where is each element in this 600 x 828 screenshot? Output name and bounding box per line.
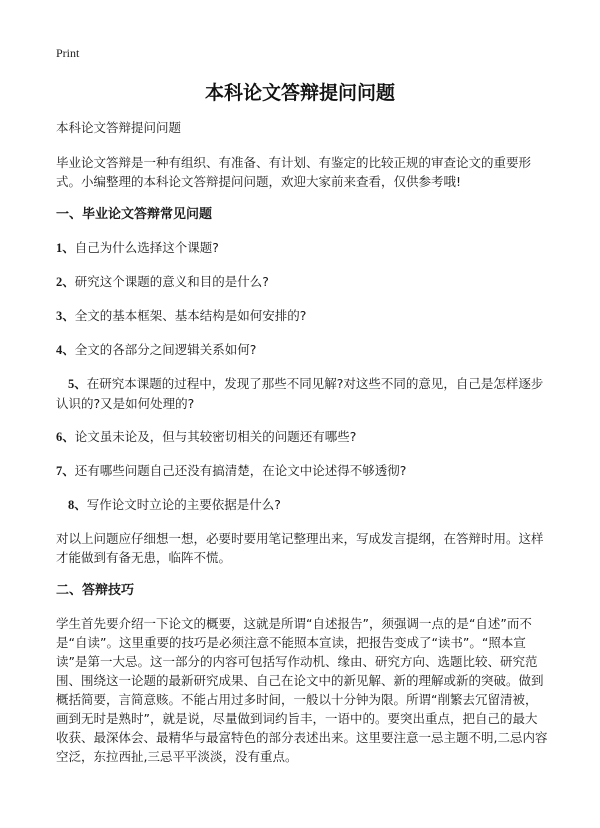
question-number: 7、 [56,464,75,478]
intro-paragraph: 毕业论文答辩是一种有组织、有准备、有计划、有鉴定的比较正规的审查论文的重要形式。小编整理的本科论文答辩提问问题，欢迎大家前来查看，仅供参考哦! [56,155,532,189]
question-number: 2、 [56,275,75,289]
question-text: 写作论文时立论的主要依据是什么? [86,497,281,512]
question-number: 8、 [68,498,87,512]
question-item [56,461,548,481]
question-number: 6、 [56,430,75,444]
question-text: 论文虽未论及，但与其较密切相关的问题还有哪些? [74,429,357,444]
question-item [56,272,548,292]
question-number: 4、 [56,343,75,357]
document-subtitle: 本科论文答辩提问问题 [56,120,182,135]
question-text: 研究这个课题的意义和目的是什么? [74,274,269,289]
question-item [56,427,548,447]
document-body [56,118,548,780]
questions-closing-paragraph: 对以上问题应仔细想一想，必要时要用笔记整理出来，写成发言提纲，在答辩时用。这样才能做到有备无患，临阵不慌。 [56,531,544,565]
techniques-paragraph: 学生首先要介绍一下论文的概要，这就是所谓“自述报告”，须强调一点的是“自述”而不是“自读”。这里重要的技巧是必须注意不能照本宣读，把报告变成了“读书”。“照本宣读”是第一大忌。这一部分的内容可包括写作动机、缘由、研究方向、选题比较、研究范围、围绕这一论题的最新研究成果、自己在论文中的新见解、新的理解或新的突破。做到概括简要，言简意赅。不能占用过多时间，一般以十分钟为限。所谓“削繁去冗留清被，画到无时是熟时”，就是说，尽量做到词约旨丰，一语中的。要突出重点，把自己的最大收获、最深体会、最精华与最富特色的部分表述出来。这里要注意一忌主题不明,二忌内容空泛，东拉西扯,三忌平平淡淡，没有重点。 [56,616,548,764]
print-label[interactable]: Print [56,46,80,60]
question-number: 5、 [68,377,87,391]
question-item [56,238,548,258]
section-heading-techniques: 二、答辩技巧 [56,583,135,598]
document-title: 本科论文答辩提问问题 [204,82,395,104]
question-text: 全文的各部分之间逻辑关系如何? [74,342,257,357]
section-heading-questions: 一、毕业论文答辩常见问题 [56,207,213,222]
question-text: 在研究本课题的过程中，发现了那些不同见解?对这些不同的意见，自己是怎样逐步认识的?又是如何处理的? [56,376,544,411]
question-text: 还有哪些问题自己还没有搞清楚，在论文中论述得不够透彻? [74,463,407,478]
question-item [56,306,548,326]
question-item [56,340,548,360]
question-text: 自己为什么选择这个课题? [74,240,219,255]
question-text: 全文的基本框架、基本结构是如何安排的? [74,308,307,323]
question-item [56,495,548,515]
question-number: 3、 [56,309,75,323]
question-item [56,374,548,413]
question-number: 1、 [56,241,75,255]
